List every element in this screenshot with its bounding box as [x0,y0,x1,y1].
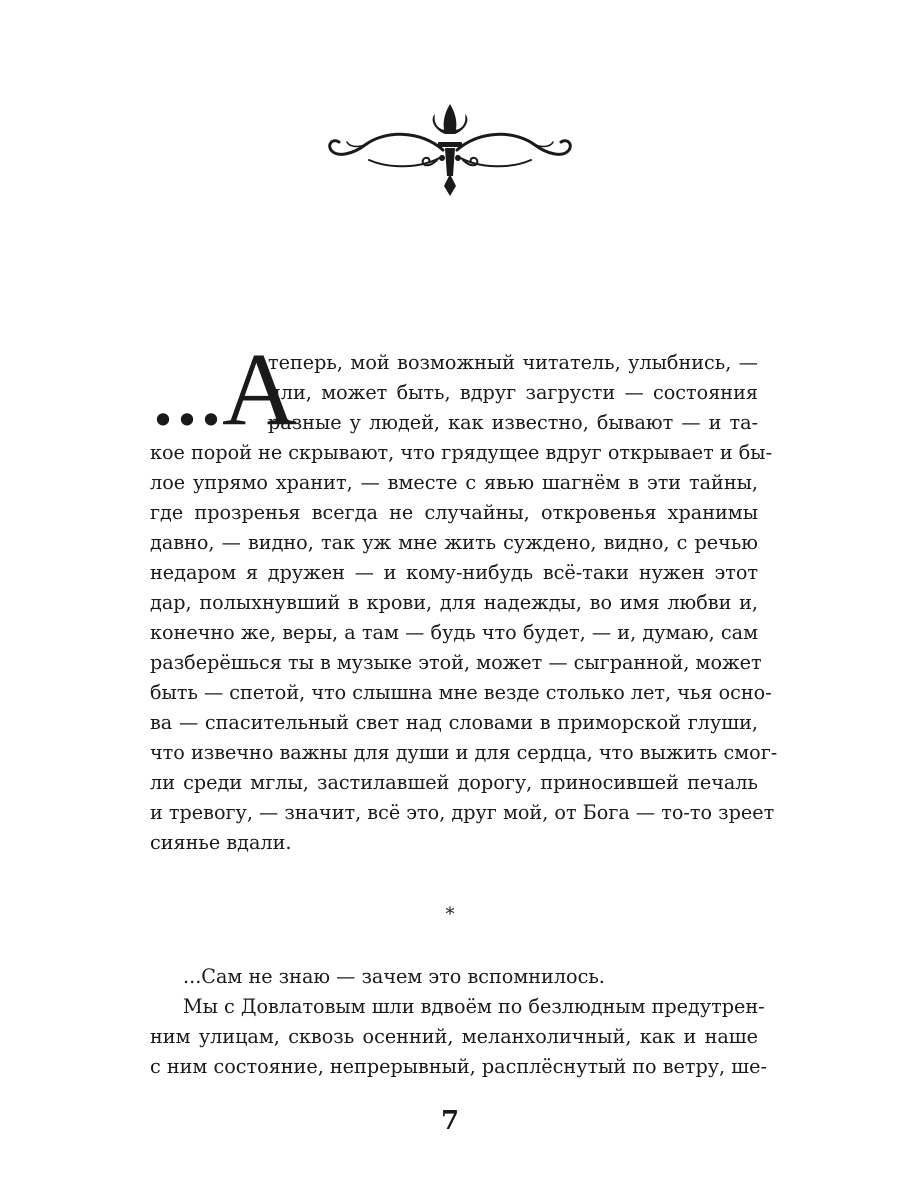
text-line: лое упрямо хранит, — вместе с явью шагнём в эти тайны, [150,471,758,494]
text-line: разные у людей, как известно, бывают — и та- [268,411,758,434]
text-line: где прозренья всегда не случайны, откровенья хранимы [150,501,758,524]
drop-cap-letter: А [222,332,296,447]
text-line: сиянье вдали. [150,831,292,854]
text-line: недаром я дружен — и кому-нибудь всё-таки нужен этот [150,561,758,584]
text-line: конечно же, веры, а там — будь что будет, — и, думаю, сам [150,621,758,644]
paragraph-2: ...Сам не знаю — зачем это вспомнилось. [183,965,605,988]
text-line: что извечно важны для души и для сердца, что выжить смог- [150,741,778,764]
text-line: или, может быть, вдруг загрусти — состояния [268,381,758,404]
text-line: с ним состояние, непрерывный, расплёснутый по ветру, ше- [150,1055,767,1078]
text-line: Мы с Довлатовым шли вдвоём по безлюдным предутрен- [183,995,765,1018]
text-line: кое порой не скрывают, что грядущее вдруг открывает и бы- [150,441,773,464]
text-line: теперь, мой возможный читатель, улыбнись, — [268,351,758,374]
drop-cap-ellipsis: ... [150,332,222,447]
text-line: дар, полыхнувший в крови, для надежды, во имя любви и, [150,591,758,614]
text-line: ним улицам, сквозь осенний, меланхоличный, как и наше [150,1025,758,1048]
page-number: 7 [440,1106,460,1136]
section-separator: * [445,904,455,925]
text-line: и тревогу, — значит, всё это, друг мой, от Бога — то-то зреет [150,801,775,824]
fleur-de-lis-ornament-icon [325,100,575,200]
text-line: ли среди мглы, застилавшей дорогу, приносившей печаль [150,771,758,794]
text-line: давно, — видно, так уж мне жить суждено, видно, с речью [150,531,758,554]
text-line: ва — спасительный свет над словами в приморской глуши, [150,711,758,734]
text-line: разберёшься ты в музыке этой, может — сыгранной, может [150,651,762,674]
text-line: быть — спетой, что слышна мне везде столько лет, чья осно- [150,681,772,704]
